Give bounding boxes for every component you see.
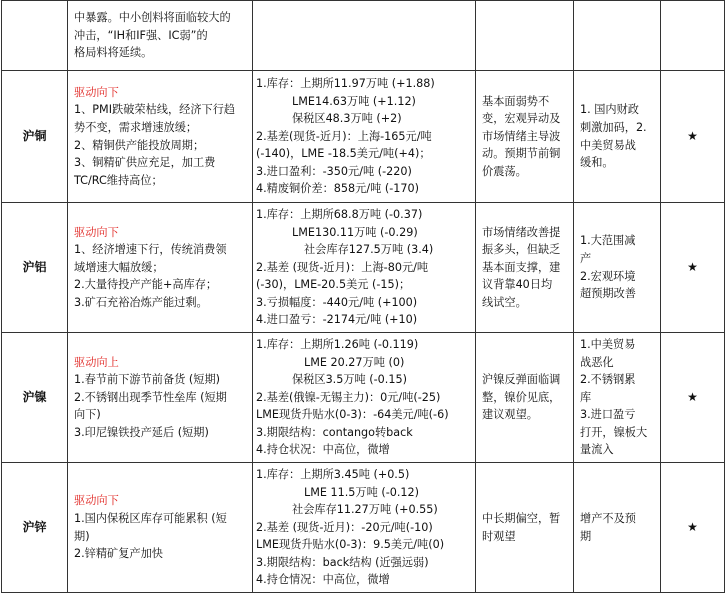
drive-line: 向下) bbox=[74, 408, 101, 422]
star-rating: ★ bbox=[661, 71, 725, 203]
drive-line: 域增速大幅放缓； bbox=[74, 260, 164, 274]
risk-cell bbox=[574, 71, 661, 203]
drive-line: 2.大量待投产产能+高库存； bbox=[74, 278, 218, 292]
drive-line: 1、经济增速下行，传统消费领 bbox=[74, 243, 227, 257]
advice-cell bbox=[476, 333, 574, 463]
data-line: LME 11.5万吨 (-0.12) bbox=[304, 485, 420, 499]
strategy-table bbox=[1, 0, 725, 593]
empty-cell bbox=[253, 1, 476, 71]
advice-line: 中长期偏空，暂 bbox=[482, 511, 561, 525]
advice-line: 基本面弱势不 bbox=[482, 94, 550, 108]
data-line: 4.持仓情况：中高位，微增 bbox=[256, 573, 390, 587]
advice-line: 建议观望。 bbox=[482, 408, 538, 422]
advice-line: 振多头，但缺乏 bbox=[482, 243, 561, 257]
drive-line: 3.印尼镍铁投产延后 (短期) bbox=[74, 425, 209, 439]
data-cell bbox=[253, 71, 476, 203]
risk-line: 1.大范围减 bbox=[580, 234, 636, 248]
data-line: 社会库存127.5万吨 (3.4) bbox=[304, 243, 434, 257]
empty-cell bbox=[476, 1, 574, 71]
data-line: LME14.63万吨 (+1.12) bbox=[292, 94, 416, 108]
data-line: LME现货升贴水(0-3)：-64美元/吨(-6) bbox=[256, 408, 449, 422]
text-line: 中暴露。中小创料将面临较大的 bbox=[74, 11, 231, 25]
data-line: 1.库存：上期所68.8万吨 (-0.37) bbox=[256, 207, 423, 221]
drive-line: 1.国内保税区库存可能累积 (短 bbox=[74, 511, 227, 525]
advice-cell bbox=[476, 203, 574, 333]
star-rating: ★ bbox=[661, 203, 725, 333]
drive-title: 驱动向上 bbox=[74, 355, 119, 369]
advice-line: 整，镍价见底， bbox=[482, 390, 561, 404]
drive-cell bbox=[68, 203, 253, 333]
data-line: 3.期限结构：contango转back bbox=[256, 425, 413, 439]
text-line: 冲击，“IH和IF强、IC弱”的 bbox=[74, 28, 208, 42]
advice-line: 动。预期节前铜 bbox=[482, 147, 561, 161]
drive-line: 2、精铜供产能投放周期； bbox=[74, 138, 205, 152]
table-row-copper bbox=[2, 71, 725, 203]
data-line: 3.期限结构：back结构 (近强远弱) bbox=[256, 555, 429, 569]
risk-cell bbox=[574, 203, 661, 333]
drive-cell bbox=[68, 463, 253, 593]
text-line: 格局料将延续。 bbox=[74, 46, 153, 60]
drive-line: TC/RC维持高位； bbox=[74, 173, 163, 187]
advice-line: 变，宏观异动及 bbox=[482, 112, 561, 126]
advice-line: 价震荡。 bbox=[482, 164, 527, 178]
drive-line: 2.锌精矿复产加快 bbox=[74, 547, 163, 561]
data-line: (-140)，LME -18.5美元/吨(+4)； bbox=[256, 147, 431, 161]
risk-line: 打开，镍板大 bbox=[580, 425, 648, 439]
drive-line: 期) bbox=[74, 529, 90, 543]
drive-cell bbox=[68, 333, 253, 463]
star-rating: ★ bbox=[661, 463, 725, 593]
data-line: 2.基差(俄镍-无锡主力)：0元/吨(-25) bbox=[256, 390, 441, 404]
data-line: 3.亏损幅度：-440元/吨 (+100) bbox=[256, 295, 418, 309]
table-row-aluminum bbox=[2, 203, 725, 333]
data-cell bbox=[253, 463, 476, 593]
data-cell bbox=[253, 203, 476, 333]
advice-cell bbox=[476, 71, 574, 203]
risk-line: 超预期改善 bbox=[580, 287, 636, 301]
risk-line: 2.不锈钢累 bbox=[580, 373, 636, 387]
empty-cell bbox=[661, 1, 725, 71]
data-line: LME 20.27万吨 (0) bbox=[304, 355, 405, 369]
data-line: 4.精废铜价差：858元/吨 (-170) bbox=[256, 182, 419, 196]
advice-line: 市场情绪改善提 bbox=[482, 225, 561, 239]
drive-title: 驱动向下 bbox=[74, 494, 119, 508]
drive-title: 驱动向下 bbox=[74, 85, 119, 99]
data-line: 社会库存11.27万吨 (+0.55) bbox=[292, 503, 438, 517]
advice-cell bbox=[476, 463, 574, 593]
risk-line: 库 bbox=[580, 390, 592, 404]
continuation-text-cell bbox=[68, 1, 253, 71]
data-line: 4.进口盈亏：-2174元/吨 (+10) bbox=[256, 313, 418, 327]
drive-line: 3、铜精矿供应充足，加工费 bbox=[74, 156, 216, 170]
risk-cell bbox=[574, 333, 661, 463]
data-line: 保税区3.5万吨 (-0.15) bbox=[292, 373, 407, 387]
empty-cell bbox=[2, 1, 68, 71]
drive-line: 1、PMI跌破荣枯线，经济下行趋 bbox=[74, 103, 236, 117]
table-row-nickel bbox=[2, 333, 725, 463]
star-rating: ★ bbox=[661, 333, 725, 463]
data-cell bbox=[253, 333, 476, 463]
advice-line: 基本面支撑，建 bbox=[482, 260, 561, 274]
data-line: 1.库存：上期所11.97万吨 (+1.88) bbox=[256, 76, 435, 90]
drive-line: 1.春节前下游节前备货 (短期) bbox=[74, 373, 221, 387]
commodity-name: 沪锌 bbox=[2, 463, 68, 593]
advice-line: 市场情绪主导波 bbox=[482, 129, 561, 143]
risk-line: 2.宏观环境 bbox=[580, 269, 636, 283]
data-line: 1.库存：上期所3.45吨 (+0.5) bbox=[256, 467, 410, 481]
data-line: 1.库存：上期所1.26吨 (-0.119) bbox=[256, 337, 419, 351]
data-line: LME现货升贴水(0-3)：9.5美元/吨(0) bbox=[256, 538, 445, 552]
data-line: 保税区48.3万吨 (+2) bbox=[292, 112, 402, 126]
risk-line: 产 bbox=[580, 251, 592, 265]
drive-line: 3.矿石充裕冶炼产能过剩。 bbox=[74, 295, 208, 309]
risk-line: 3.进口盈亏 bbox=[580, 408, 636, 422]
risk-line: 中美贸易战 bbox=[580, 138, 636, 152]
risk-cell bbox=[574, 463, 661, 593]
risk-line: 战恶化 bbox=[580, 355, 614, 369]
risk-line: 增产不及预 bbox=[580, 511, 636, 525]
advice-line: 线试空。 bbox=[482, 295, 527, 309]
commodity-name: 沪铝 bbox=[2, 203, 68, 333]
empty-cell bbox=[574, 1, 661, 71]
drive-title: 驱动向下 bbox=[74, 225, 119, 239]
drive-line: 2.不锈钢出现季节性垒库 (短期 bbox=[74, 390, 227, 404]
advice-line: 议背靠40日均 bbox=[482, 278, 553, 292]
risk-line: 量流入 bbox=[580, 443, 614, 457]
risk-line: 期 bbox=[580, 529, 592, 543]
data-line: 4.持仓状况：中高位，微增 bbox=[256, 443, 390, 457]
drive-cell bbox=[68, 71, 253, 203]
data-line: 2.基差 (现货-近月)：-20元/吨(-10) bbox=[256, 520, 433, 534]
risk-line: 刺激加码，2. bbox=[580, 120, 647, 134]
risk-line: 缓和。 bbox=[580, 156, 614, 170]
data-line: LME130.11万吨 (-0.29) bbox=[292, 225, 418, 239]
table-row-zinc bbox=[2, 463, 725, 593]
advice-line: 沪镍反弹面临调 bbox=[482, 373, 561, 387]
table-row-continuation bbox=[2, 1, 725, 71]
risk-line: 1. 国内财政 bbox=[580, 103, 639, 117]
data-line: 3.进口盈利：-350元/吨 (-220) bbox=[256, 164, 412, 178]
commodity-name: 沪铜 bbox=[2, 71, 68, 203]
advice-line: 时观望 bbox=[482, 529, 516, 543]
data-line: (-30)，LME-20.5美元 (-15)； bbox=[256, 278, 411, 292]
risk-line: 1.中美贸易 bbox=[580, 337, 636, 351]
data-line: 2.基差 (现货-近月)：上海-80元/吨 bbox=[256, 260, 429, 274]
commodity-name: 沪镍 bbox=[2, 333, 68, 463]
data-line: 2.基差(现货-近月)：上海-165元/吨 bbox=[256, 129, 432, 143]
drive-line: 势不变，需求增速放缓； bbox=[74, 120, 198, 134]
